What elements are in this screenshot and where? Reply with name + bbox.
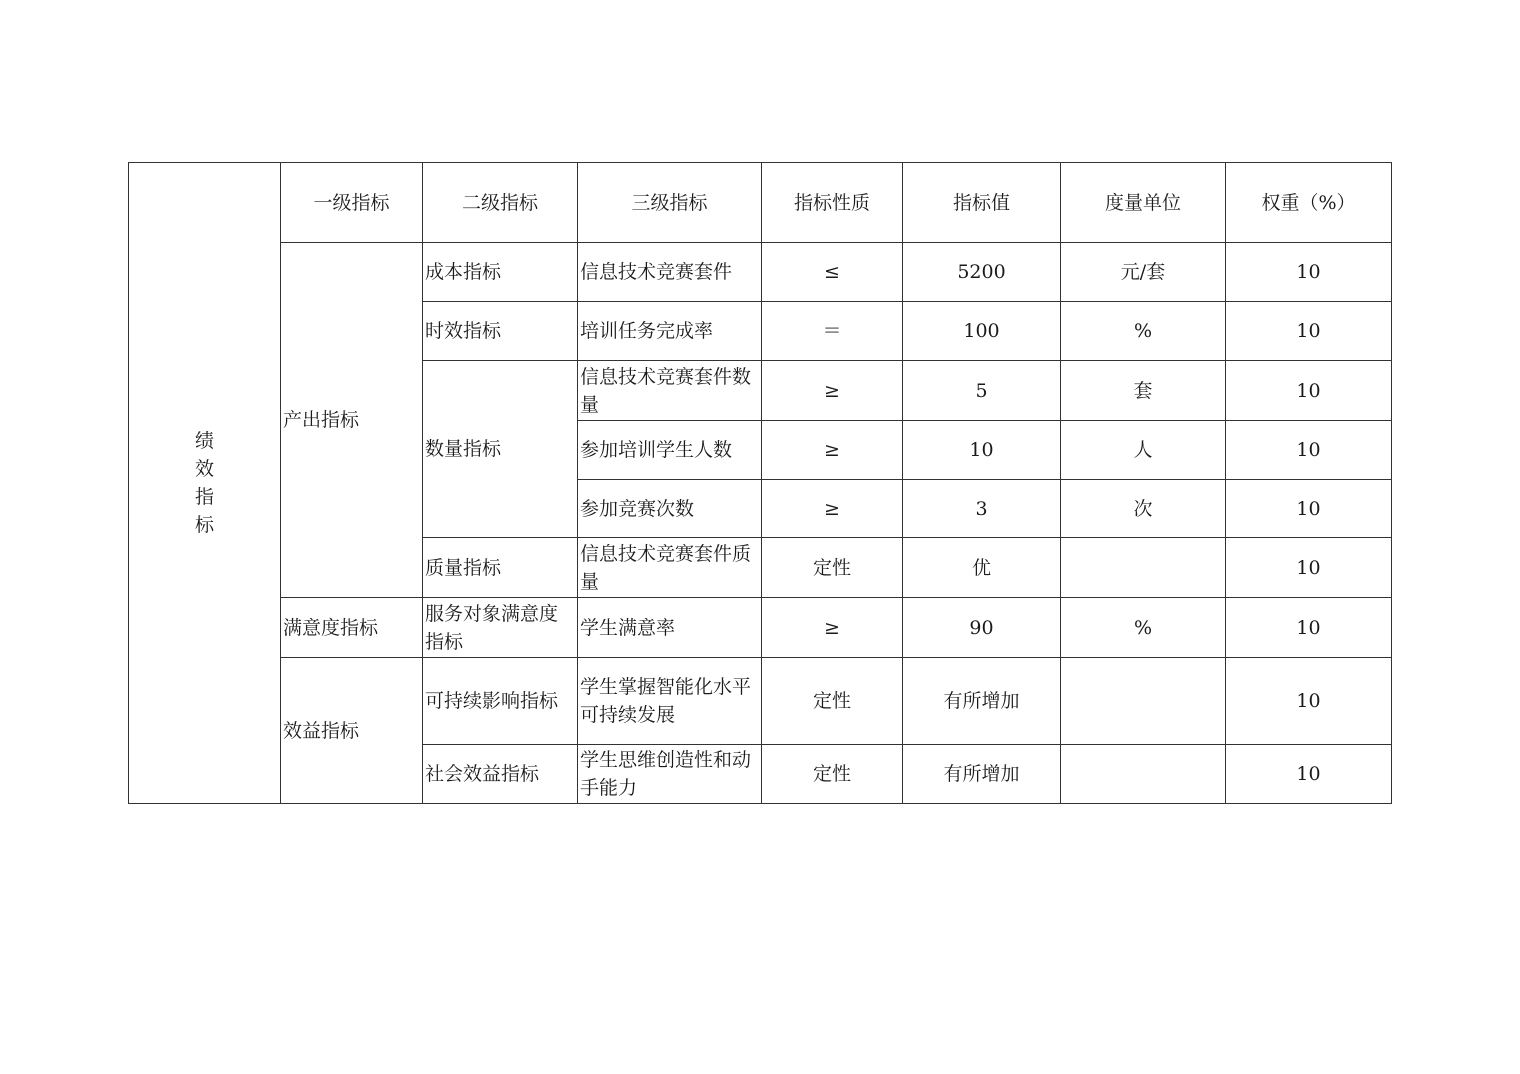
table-row [129, 598, 1392, 658]
nature-cell: 定性 [762, 658, 903, 745]
nature-cell: 定性 [762, 538, 903, 598]
header-row [129, 163, 1392, 243]
table-row [129, 243, 1392, 302]
level3-indicator: 信息技术竞赛套件质量 [578, 538, 762, 598]
weight-cell: 10 [1226, 361, 1392, 421]
level2-quality: 质量指标 [423, 538, 578, 598]
weight-cell: 10 [1226, 745, 1392, 804]
group-satisfaction: 满意度指标 [281, 598, 423, 658]
level2-quantity: 数量指标 [423, 361, 578, 538]
nature-cell: ≥ [762, 480, 903, 538]
header-weight: 权重（%） [1226, 163, 1392, 243]
unit-cell: 次 [1061, 480, 1226, 538]
section-char: 绩 [194, 430, 214, 452]
level3-indicator: 参加竞赛次数 [578, 480, 762, 538]
level3-indicator: 学生掌握智能化水平可持续发展 [578, 658, 762, 745]
level2-service: 服务对象满意度指标 [423, 598, 578, 658]
value-cell: 100 [903, 302, 1061, 361]
header-value: 指标值 [903, 163, 1061, 243]
weight-cell: 10 [1226, 243, 1392, 302]
level3-indicator: 培训任务完成率 [578, 302, 762, 361]
header-nature: 指标性质 [762, 163, 903, 243]
value-cell: 3 [903, 480, 1061, 538]
value-cell: 5 [903, 361, 1061, 421]
level3-indicator: 学生思维创造性和动手能力 [578, 745, 762, 804]
weight-cell: 10 [1226, 598, 1392, 658]
unit-cell [1061, 538, 1226, 598]
header-unit: 度量单位 [1061, 163, 1226, 243]
nature-cell: ≥ [762, 598, 903, 658]
level2-sustainable: 可持续影响指标 [423, 658, 578, 745]
section-char: 标 [194, 514, 214, 536]
level2-social: 社会效益指标 [423, 745, 578, 804]
unit-cell: 套 [1061, 361, 1226, 421]
nature-cell: ≥ [762, 361, 903, 421]
nature-cell: ≥ [762, 421, 903, 480]
level2-cost: 成本指标 [423, 243, 578, 302]
weight-cell: 10 [1226, 421, 1392, 480]
unit-cell: 人 [1061, 421, 1226, 480]
group-benefit: 效益指标 [281, 658, 423, 804]
value-cell: 10 [903, 421, 1061, 480]
value-cell: 优 [903, 538, 1061, 598]
unit-cell: % [1061, 598, 1226, 658]
level3-indicator: 信息技术竞赛套件 [578, 243, 762, 302]
unit-cell: % [1061, 302, 1226, 361]
header-level1: 一级指标 [281, 163, 423, 243]
table-row [129, 658, 1392, 745]
nature-cell: 定性 [762, 745, 903, 804]
level3-indicator: 学生满意率 [578, 598, 762, 658]
level3-indicator: 信息技术竞赛套件数量 [578, 361, 762, 421]
weight-cell: 10 [1226, 538, 1392, 598]
level2-timeliness: 时效指标 [423, 302, 578, 361]
nature-cell: ＝ [762, 302, 903, 361]
level3-indicator: 参加培训学生人数 [578, 421, 762, 480]
header-level3: 三级指标 [578, 163, 762, 243]
nature-cell: ≤ [762, 243, 903, 302]
performance-indicator-table [128, 162, 1392, 804]
value-cell: 有所增加 [903, 658, 1061, 745]
weight-cell: 10 [1226, 302, 1392, 361]
section-char: 指 [194, 486, 214, 508]
group-output: 产出指标 [281, 243, 423, 598]
weight-cell: 10 [1226, 480, 1392, 538]
weight-cell: 10 [1226, 658, 1392, 745]
performance-indicators-section-label [129, 163, 281, 804]
value-cell: 5200 [903, 243, 1061, 302]
section-char: 效 [194, 458, 214, 480]
value-cell: 90 [903, 598, 1061, 658]
value-cell: 有所增加 [903, 745, 1061, 804]
header-level2: 二级指标 [423, 163, 578, 243]
unit-cell [1061, 658, 1226, 745]
unit-cell [1061, 745, 1226, 804]
unit-cell: 元/套 [1061, 243, 1226, 302]
